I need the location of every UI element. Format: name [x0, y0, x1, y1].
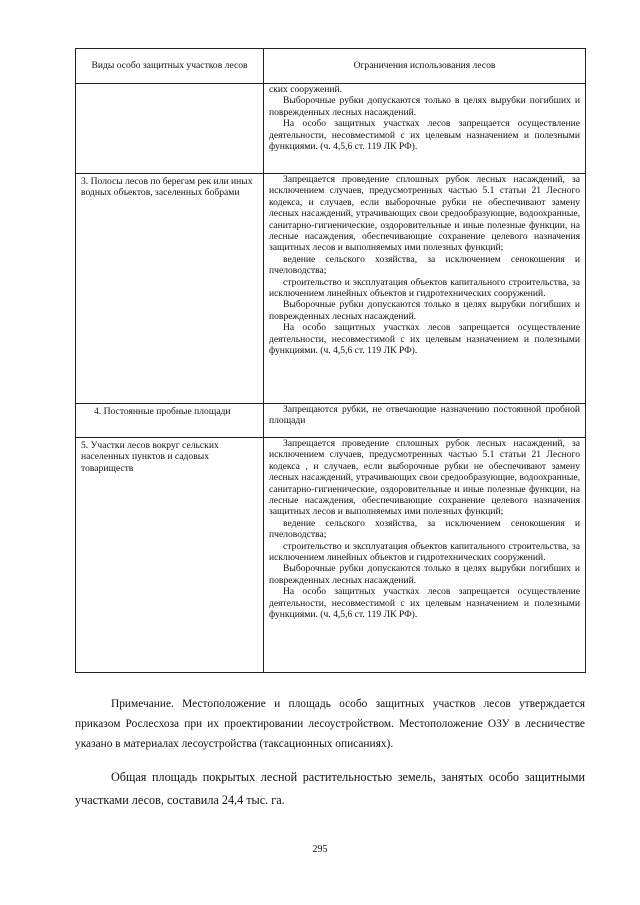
restriction-paragraph: строительство и эксплуатация объектов капитального строительства, за исключением линейных объектов и гидротехнических сооружений. [269, 540, 580, 564]
restriction-paragraph: Выборочные рубки допускаются только в целях вырубки погибших и поврежденных лесных насаждений. [269, 299, 580, 322]
restriction-paragraph: ских сооружений. [269, 84, 343, 95]
summary-paragraph: Общая площадь покрытых лесной растительностью земель, занятых особо защитными участками лесов, составила 24,4 тыс. га. [75, 770, 585, 807]
restriction-paragraph: Запрещается проведение сплошных рубок лесных насаждений, за исключением случаев, предусмотренных частью 5.1 статьи 21 Лесного кодекса , и случаев, если выборочные рубки не обеспечивают замену лесных насаждений, утрачивающих свои средообразующие, водоохранные, санитарно-гигиенические, оздоровительные и иные полезные функции, на лесные насаждения, обеспечивающие сохранение целевого назначения защитных лесов и выполняемых ими полезных функций; [269, 438, 580, 518]
restriction-paragraph: ведение сельского хозяйства, за исключением сенокошения и пчеловодства; [269, 517, 580, 541]
restrictions-cell [264, 174, 586, 404]
forest-type-cell: 4. Постоянные пробные площади [76, 404, 264, 438]
table-row [76, 438, 586, 673]
page-number: 295 [312, 844, 328, 855]
table-row [76, 174, 586, 404]
restrictions-cell [264, 404, 586, 438]
restriction-paragraph: Выборочные рубки допускаются только в целях вырубки погибших и поврежденных лесных насаждений. [269, 563, 580, 586]
forest-type-cell: 3. Полосы лесов по берегам рек или иных водных объектов, заселенных бобрами [76, 174, 264, 404]
note-paragraph: Примечание. Местоположение и площадь особо защитных участков лесов утверждается приказом Рослесхоза при их проектировании лесоустройством. Местоположение ОЗУ в лесничестве указано в материалах лесоустройства (таксационных описаниях). [75, 698, 585, 750]
restrictions-table [75, 48, 586, 673]
header-restrictions: Ограничения использования лесов [264, 49, 586, 84]
restriction-paragraph: Выборочные рубки допускаются только в целях вырубки погибших и поврежденных лесных насаждений. [269, 95, 580, 118]
restriction-paragraph: На особо защитных участках лесов запрещается осуществление деятельности, несовместимой с их целевым назначением и полезными функциями. (ч. 4,5,6 ст. 119 ЛК РФ). [269, 118, 580, 153]
restriction-paragraph: На особо защитных участках лесов запрещается осуществление деятельности, несовместимой с их целевым назначением и полезными функциями. (ч. 4,5,6 ст. 119 ЛК РФ). [269, 586, 580, 621]
table-header-row [76, 49, 586, 84]
restriction-paragraph: строительство и эксплуатация объектов капитального строительства, за исключением линейных объектов и гидротехнических сооружений. [269, 276, 580, 300]
restriction-paragraph: Запрещаются рубки, не отвечающие назначению постоянной пробной площади [269, 404, 580, 427]
restrictions-cell [264, 84, 586, 174]
restriction-paragraph: ведение сельского хозяйства, за исключением сенокошения и пчеловодства; [269, 253, 580, 277]
header-forest-type: Виды особо защитных участков лесов [76, 49, 264, 84]
restrictions-cell [264, 438, 586, 673]
restriction-paragraph: На особо защитных участках лесов запрещается осуществление деятельности, несовместимой с их целевым назначением и полезными функциями. (ч. 4,5,6 ст. 119 ЛК РФ). [269, 322, 580, 357]
forest-type-cell: 5. Участки лесов вокруг сельских населенных пунктов и садовых товариществ [76, 438, 264, 673]
table-row [76, 404, 586, 438]
forest-type-cell [76, 84, 264, 174]
restriction-paragraph: Запрещается проведение сплошных рубок лесных насаждений, за исключением случаев, предусмотренных частью 5.1 статьи 21 Лесного кодекса, и случаев, если выборочные рубки не обеспечивают замену лесных насаждений, утрачивающих свои средообразующие, водоохранные, санитарно-гигиенические, оздоровительные и иные полезные функции, на лесные насаждения, обеспечивающие сохранение целевого назначения защитных лесов и выполняемых ими полезных функций; [269, 174, 580, 254]
table-row [76, 84, 586, 174]
